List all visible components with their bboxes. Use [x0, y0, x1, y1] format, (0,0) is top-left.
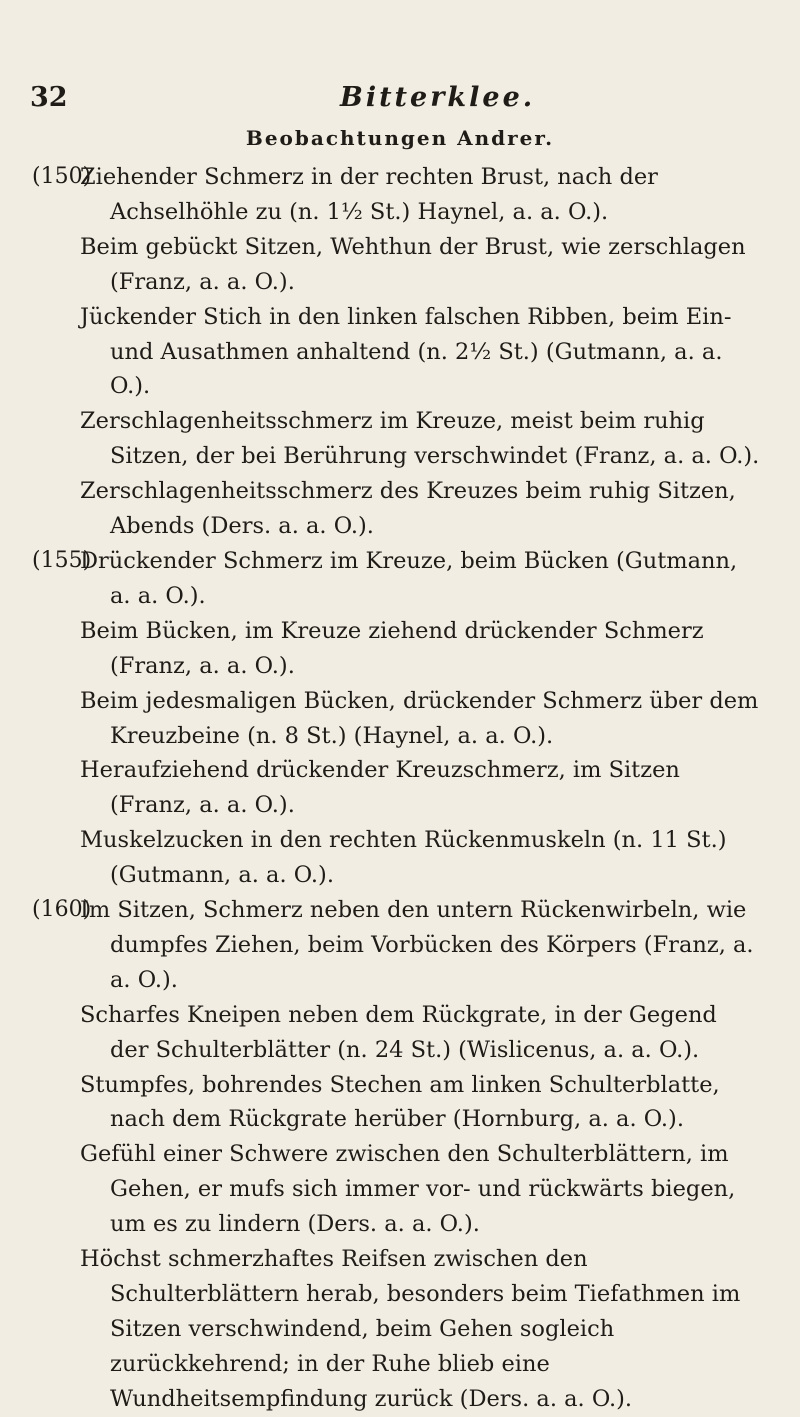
entry	[0, 160, 800, 230]
entry	[0, 823, 800, 893]
entry-text: Beim Bücken, im Kreuze ziehend drückender Schmerz (Franz, a. a. O.).	[80, 617, 704, 679]
entry	[0, 230, 800, 300]
entry-text: Zerschlagenheitsschmerz des Kreuzes beim ruhig Sitzen, Abends (Ders. a. a. O.).	[80, 478, 736, 540]
entry	[0, 474, 800, 544]
entry-text: Gefühl einer Schwere zwischen den Schulterblättern, im Gehen, er mufs sich immer vor- und rückwärts biegen, um es zu lindern (Ders. a. a. O.).	[80, 1141, 736, 1238]
entry	[0, 684, 800, 754]
entry-text: Zerschlagenheitsschmerz im Kreuze, meist beim ruhig Sitzen, der bei Berührung verschwindet (Franz, a. a. O.).	[80, 408, 760, 470]
entry-text: Scharfes Kneipen neben dem Rückgrate, in der Gegend der Schulterblätter (n. 24 St.) (Wislicenus, a. a. O.).	[80, 1001, 717, 1063]
page-header	[0, 82, 800, 122]
entry	[0, 893, 800, 998]
entry-text: Drückender Schmerz im Kreuze, beim Bücken (Gutmann, a. a. O.).	[80, 547, 738, 609]
page-number: 32	[30, 82, 68, 113]
entry-text: Im Sitzen, Schmerz neben den untern Rückenwirbeln, wie dumpfes Ziehen, beim Vorbücken des Körpers (Franz, a. a. O.).	[80, 897, 754, 993]
running-title: Bitterklee.	[340, 82, 536, 113]
entry-text: Stumpfes, bohrendes Stechen am linken Schulterblatte, nach dem Rückgrate herüber (Hornburg, a. a. O.).	[80, 1071, 720, 1133]
entry	[0, 1137, 800, 1242]
entry-number: (150)	[32, 164, 92, 189]
entry-text: Ziehender Schmerz in der rechten Brust, nach der Achselhöhle zu (n. 1½ St.) Haynel, a. a. O.).	[80, 164, 658, 225]
entry-text: Beim jedesmaligen Bücken, drückender Schmerz über dem Kreuzbeine (n. 8 St.) (Haynel, a. a. O.).	[80, 687, 759, 749]
entry-number: (155)	[32, 547, 92, 573]
entry	[0, 614, 800, 684]
entry-list	[0, 160, 800, 1417]
entry	[0, 753, 800, 823]
entry	[0, 1068, 800, 1138]
entry	[0, 998, 800, 1068]
entry-number: (160)	[32, 897, 92, 923]
entry-text: Muskelzucken in den rechten Rückenmuskeln (n. 11 St.) (Gutmann, a. a. O.).	[80, 827, 727, 889]
entry-text: Jückender Stich in den linken falschen Ribben, beim Ein- und Ausathmen anhaltend (n. 2½ St.) (Gutmann, a. a. O.).	[80, 303, 732, 400]
entry	[0, 300, 800, 405]
entry-text: Beim gebückt Sitzen, Wehthun der Brust, wie zerschlagen (Franz, a. a. O.).	[80, 233, 746, 295]
entry-text: Heraufziehend drückender Kreuzschmerz, im Sitzen (Franz, a. a. O.).	[80, 757, 680, 819]
entry	[0, 404, 800, 474]
entry	[0, 544, 800, 614]
entry-text: Höchst schmerzhaftes Reifsen zwischen den Schulterblättern herab, besonders beim Tiefathmen im Sitzen verschwindend, beim Gehen sogleich zurückkehrend; in der Ruhe blieb eine Wundheitsempfindung zurück (Ders. a. a. O.).	[80, 1246, 741, 1412]
entry	[0, 1242, 800, 1417]
section-heading: Beobachtungen Andrer.	[245, 126, 555, 150]
